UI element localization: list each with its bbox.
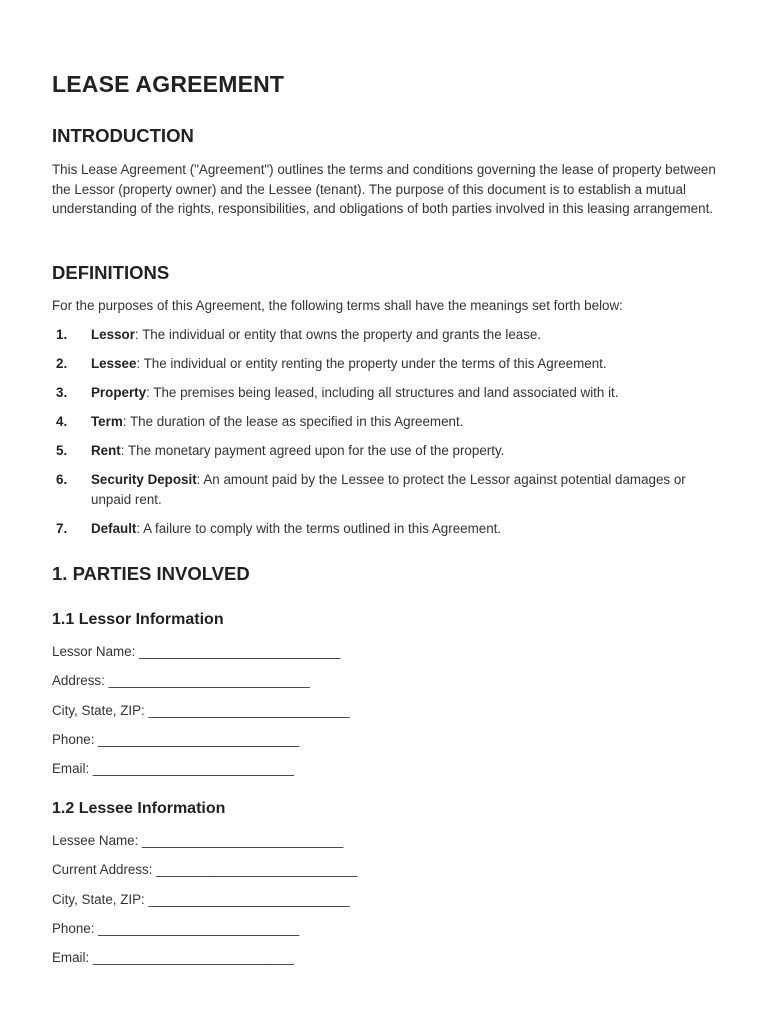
definition-item-lessor	[52, 325, 722, 345]
lessor-name-field[interactable]: Lessor Name: ___________________________	[52, 644, 341, 659]
lessor-phone-field[interactable]: Phone: ___________________________	[52, 731, 300, 747]
definition-number: 1.	[56, 327, 68, 342]
definition-number: 7.	[56, 520, 68, 536]
lessee-email-field[interactable]: Email: ___________________________	[52, 950, 294, 966]
lessee-name-field[interactable]: Lessee Name: ___________________________	[52, 833, 344, 848]
definition-term: Default	[91, 520, 137, 536]
lessor-form	[52, 642, 350, 788]
definition-term: Lessor	[91, 327, 135, 342]
definitions-intro: For the purposes of this Agreement, the following terms shall have the meanings set forth below:	[52, 298, 623, 313]
definition-item-default	[52, 519, 722, 539]
definition-item-lessee	[52, 354, 722, 374]
definition-item-security-deposit	[52, 470, 722, 509]
definition-text: : The duration of the lease as specified in this Agreement.	[122, 413, 464, 429]
parties-heading: 1. PARTIES INVOLVED	[52, 563, 250, 584]
definition-number: 5.	[56, 442, 68, 458]
definition-term: Term	[91, 413, 123, 429]
lessee-city-state-zip-field[interactable]: City, State, ZIP: ___________________________	[52, 891, 350, 907]
definition-term: Rent	[91, 442, 121, 458]
definition-text: : A failure to comply with the terms outlined in this Agreement.	[136, 520, 502, 536]
lessee-current-address-field[interactable]: Current Address: ___________________________	[52, 862, 358, 878]
definition-term: Lessee	[91, 355, 137, 371]
definition-number: 2.	[56, 355, 68, 371]
definition-text: : The premises being leased, including all structures and land associated with it.	[146, 384, 619, 400]
lessor-info-heading: 1.1 Lessor Information	[52, 611, 224, 628]
definition-term: Security Deposit	[91, 471, 197, 487]
definition-text: : The individual or entity that owns the property and grants the lease.	[134, 327, 542, 342]
definitions-heading: DEFINITIONS	[52, 262, 170, 283]
lessee-form	[52, 831, 357, 977]
definition-text: : The individual or entity renting the property under the terms of this Agreement.	[136, 355, 607, 371]
definition-item-term	[52, 412, 722, 432]
definition-term: Property	[91, 384, 147, 400]
introduction-text: This Lease Agreement ("Agreement") outlines the terms and conditions governing the lease of property between the Lessor (property owner) and the Lessee (tenant). The purpose of this document is to establish a mutual understanding of the rights, responsibilities, and obligations of both parties involved in this leasing arrangement.	[52, 162, 716, 217]
document-title: LEASE AGREEMENT	[52, 71, 285, 97]
definitions-list	[52, 325, 722, 547]
definition-text: : The monetary payment agreed upon for the use of the property.	[120, 442, 505, 458]
lessor-city-state-zip-field[interactable]: City, State, ZIP: ___________________________	[52, 702, 350, 718]
lessor-email-field[interactable]: Email: ___________________________	[52, 761, 294, 777]
definition-item-property	[52, 383, 722, 403]
lessee-phone-field[interactable]: Phone: ___________________________	[52, 920, 300, 936]
lessor-address-field[interactable]: Address: ___________________________	[52, 673, 310, 689]
introduction-heading: INTRODUCTION	[52, 125, 194, 146]
definition-text: : An amount paid by the Lessee to protect the Lessor against potential damages or unpaid rent.	[91, 471, 686, 507]
definition-number: 6.	[56, 471, 68, 487]
definition-number: 4.	[56, 413, 68, 429]
definition-number: 3.	[56, 384, 68, 400]
definition-item-rent	[52, 441, 722, 461]
lessee-info-heading: 1.2 Lessee Information	[52, 800, 226, 817]
